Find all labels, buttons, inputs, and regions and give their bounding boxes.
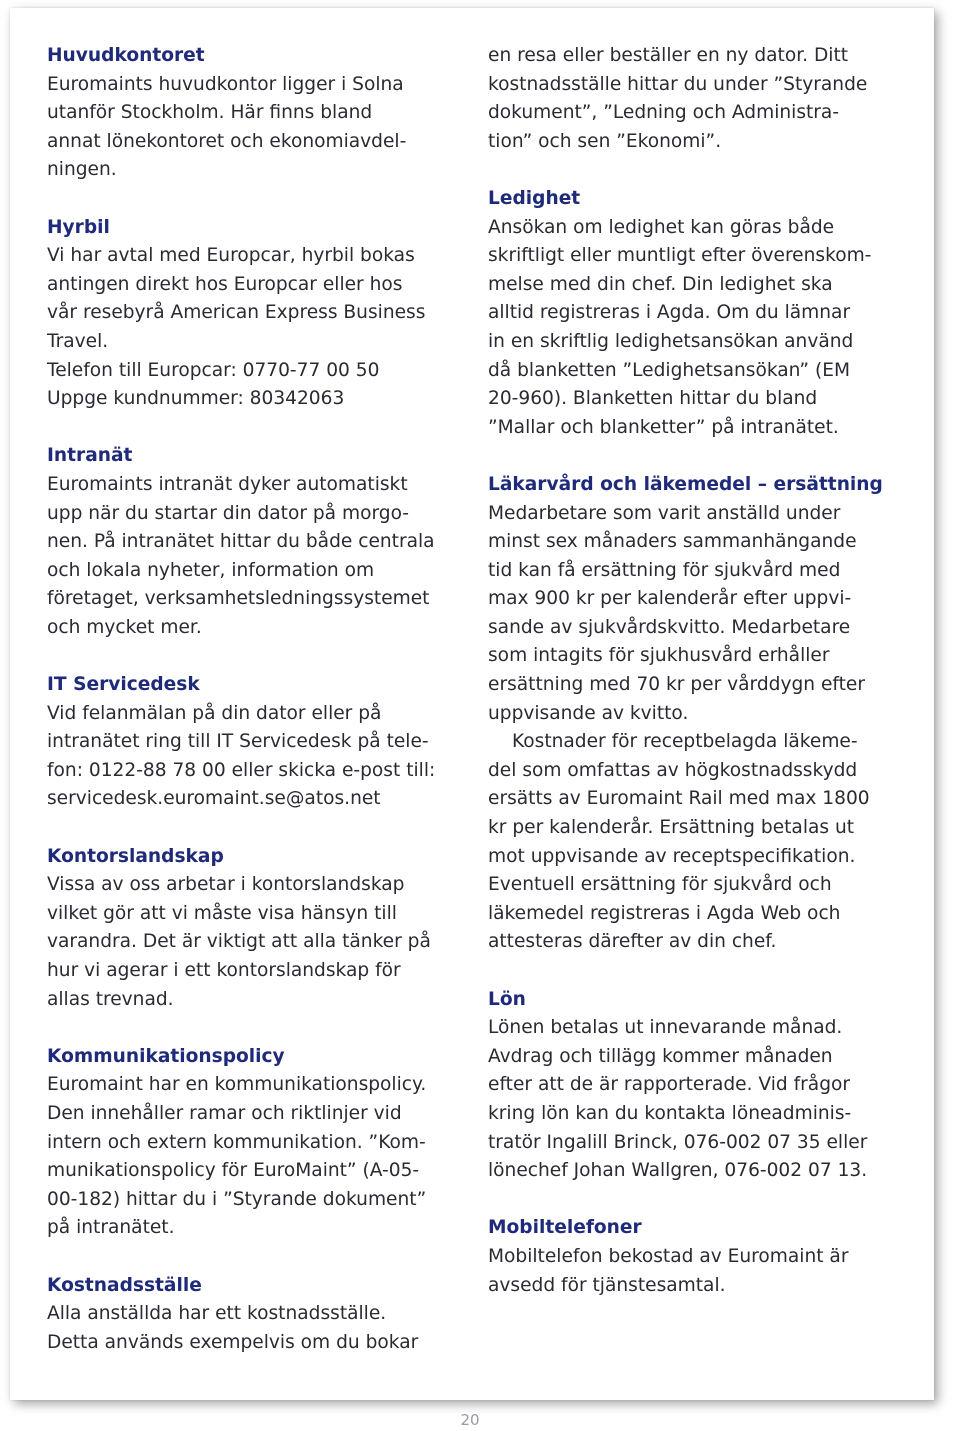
paragraph-line: Eventuell ersättning för sjukvård och [488,874,832,896]
paragraph-line: Vi har avtal med Europcar, hyrbil bokas [47,245,415,267]
paragraph-line: Vissa av oss arbetar i kontorslandskap [47,874,405,896]
paragraph-line: nen. På intranätet hittar du både centrala [47,531,435,553]
section-hyrbil [47,214,477,414]
paragraph-line: melse med din chef. Din ledighet ska [488,273,833,295]
paragraph-line: tid kan få ersättning för sjukvård med [488,559,841,581]
section-continued [488,42,916,156]
paragraph-line: Uppge kundnummer: 80342063 [47,388,345,410]
paragraph-line: Ansökan om ledighet kan göras både [488,216,835,238]
paragraph-line: Den innehåller ramar och riktlinjer vid [47,1102,402,1124]
section-heading: Intranät [47,445,133,467]
paragraph-line: allas trevnad. [47,988,174,1010]
section-heading: Kontorslandskap [47,845,224,867]
section-intranat [47,442,477,642]
section-heading: Ledighet [488,187,581,209]
paragraph-line: alltid registreras i Agda. Om du lämnar [488,302,851,324]
paragraph-line: kring lön kan du kontakta löneadminis- [488,1102,852,1124]
section-lakarvard-och-lakemedel-ersattning [488,471,916,957]
section-huvudkontoret [47,42,477,185]
paragraph-line: intranätet ring till IT Servicedesk på tele- [47,731,429,753]
section-heading: Läkarvård och läkemedel – ersättning [488,473,883,495]
section-lon [488,986,916,1186]
section-heading: Lön [488,988,526,1010]
left-column [47,42,477,1357]
paragraph-line: Euromaints intranät dyker automatiskt [47,473,408,495]
page-number: 20 [460,1411,480,1429]
paragraph-line: max 900 kr per kalenderår efter uppvi- [488,588,852,610]
paragraph-line: Vid felanmälan på din dator eller på [47,702,382,724]
section-heading: Kostnadsställe [47,1274,202,1296]
paragraph-line: Telefon till Europcar: 0770-77 00 50 [47,359,380,381]
paragraph-line: och mycket mer. [47,616,202,638]
paragraph-line: Medarbetare som varit anställd under [488,502,841,524]
paragraph-line: annat lönekontoret och ekonomiavdel- [47,130,407,152]
paragraph-line: tratör Ingalill Brinck, 076-002 07 35 eller [488,1131,868,1153]
paragraph-line: attesteras därefter av din chef. [488,931,777,953]
paragraph-line: vår resebyrå American Express Business [47,302,426,324]
paragraph-line: Lönen betalas ut innevarande månad. [488,1017,843,1039]
section-mobiltelefoner [488,1214,916,1300]
paragraph-line: efter att de är rapporterade. Vid frågor [488,1074,851,1096]
paragraph-line: på intranätet. [47,1217,175,1239]
paragraph-line: Avdrag och tillägg kommer månaden [488,1045,833,1067]
paragraph-line: Alla anställda har ett kostnadsställe. [47,1303,387,1325]
paragraph-line: som intagits för sjukhusvård erhåller [488,645,830,667]
paragraph-line: munikationspolicy för EuroMaint” (A-05- [47,1160,420,1182]
paragraph-line: in en skriftlig ledighetsansökan använd [488,330,854,352]
section-kostnadsstalle [47,1272,477,1358]
section-heading: Mobiltelefoner [488,1217,642,1239]
right-column [488,42,916,1300]
paragraph-line: tion” och sen ”Ekonomi”. [488,130,722,152]
paragraph-line: utanför Stockholm. Här finns bland [47,102,373,124]
paragraph-line: läkemedel registreras i Agda Web och [488,902,841,924]
paragraph-line: Detta används exempelvis om du bokar [47,1331,419,1353]
section-heading: IT Servicedesk [47,674,200,696]
paragraph-line: Kostnader för receptbelagda läkeme- [512,731,858,753]
paragraph-line: lönechef Johan Wallgren, 076-002 07 13. [488,1160,868,1182]
paragraph-line: Mobiltelefon bekostad av Euromaint är [488,1245,849,1267]
section-heading: Kommunikationspolicy [47,1045,285,1067]
paragraph-line: uppvisande av kvitto. [488,702,689,724]
paragraph-line: fon: 0122-88 78 00 eller skicka e-post till: [47,759,436,781]
paragraph-line: Travel. [47,330,109,352]
paragraph-line: del som omfattas av högkostnadsskydd [488,759,858,781]
paragraph-line: kostnadsställe hittar du under ”Styrande [488,73,868,95]
paragraph-line: skriftligt eller muntligt efter överenskom- [488,245,872,267]
paragraph-line: vilket gör att vi måste visa hänsyn till [47,902,397,924]
paragraph-line: antingen direkt hos Europcar eller hos [47,273,403,295]
paragraph-line: då blanketten ”Ledighetsansökan” (EM [488,359,851,381]
paragraph-line: varandra. Det är viktigt att alla tänker på [47,931,431,953]
paragraph-line: Euromaint har en kommunikationspolicy. [47,1074,427,1096]
paragraph-line: ”Mallar och blanketter” på intranätet. [488,416,839,438]
paragraph-line: servicedesk.euromaint.se@atos.net [47,788,381,810]
paragraph-line: företaget, verksamhetsledningssystemet [47,588,430,610]
section-heading: Huvudkontoret [47,45,205,66]
paragraph-line: ersättning med 70 kr per vårddygn efter [488,674,866,696]
section-kontorslandskap [47,843,477,1015]
paragraph-line: 20-960). Blanketten hittar du bland [488,388,818,410]
section-heading: Hyrbil [47,216,110,238]
paragraph-line: dokument”, ”Ledning och Administra- [488,102,840,124]
paragraph-line: hur vi agerar i ett kontorslandskap för [47,960,401,981]
paragraph-line: ningen. [47,159,117,181]
section-kommunikationspolicy [47,1043,477,1243]
paragraph-line: och lokala nyheter, information om [47,559,375,581]
paragraph-line: intern och extern kommunikation. ”Kom- [47,1131,426,1153]
paragraph-line: 00-182) hittar du i ”Styrande dokument” [47,1188,427,1210]
paragraph-line: en resa eller beställer en ny dator. Ditt [488,45,849,66]
paragraph-line: avsedd för tjänstesamtal. [488,1274,726,1296]
paragraph-line: minst sex månaders sammanhängande [488,531,857,553]
paragraph-line: ersätts av Euromaint Rail med max 1800 [488,788,870,810]
document-page [10,8,934,1400]
paragraph-line: kr per kalenderår. Ersättning betalas ut [488,817,855,839]
paragraph-line: sande av sjukvårdskvitto. Medarbetare [488,616,851,638]
section-it-servicedesk [47,671,477,814]
section-ledighet [488,185,916,442]
paragraph-line: Euromaints huvudkontor ligger i Solna [47,73,404,95]
paragraph-line: mot uppvisande av receptspecifikation. [488,845,856,867]
paragraph-line: upp när du startar din dator på morgo- [47,502,410,524]
